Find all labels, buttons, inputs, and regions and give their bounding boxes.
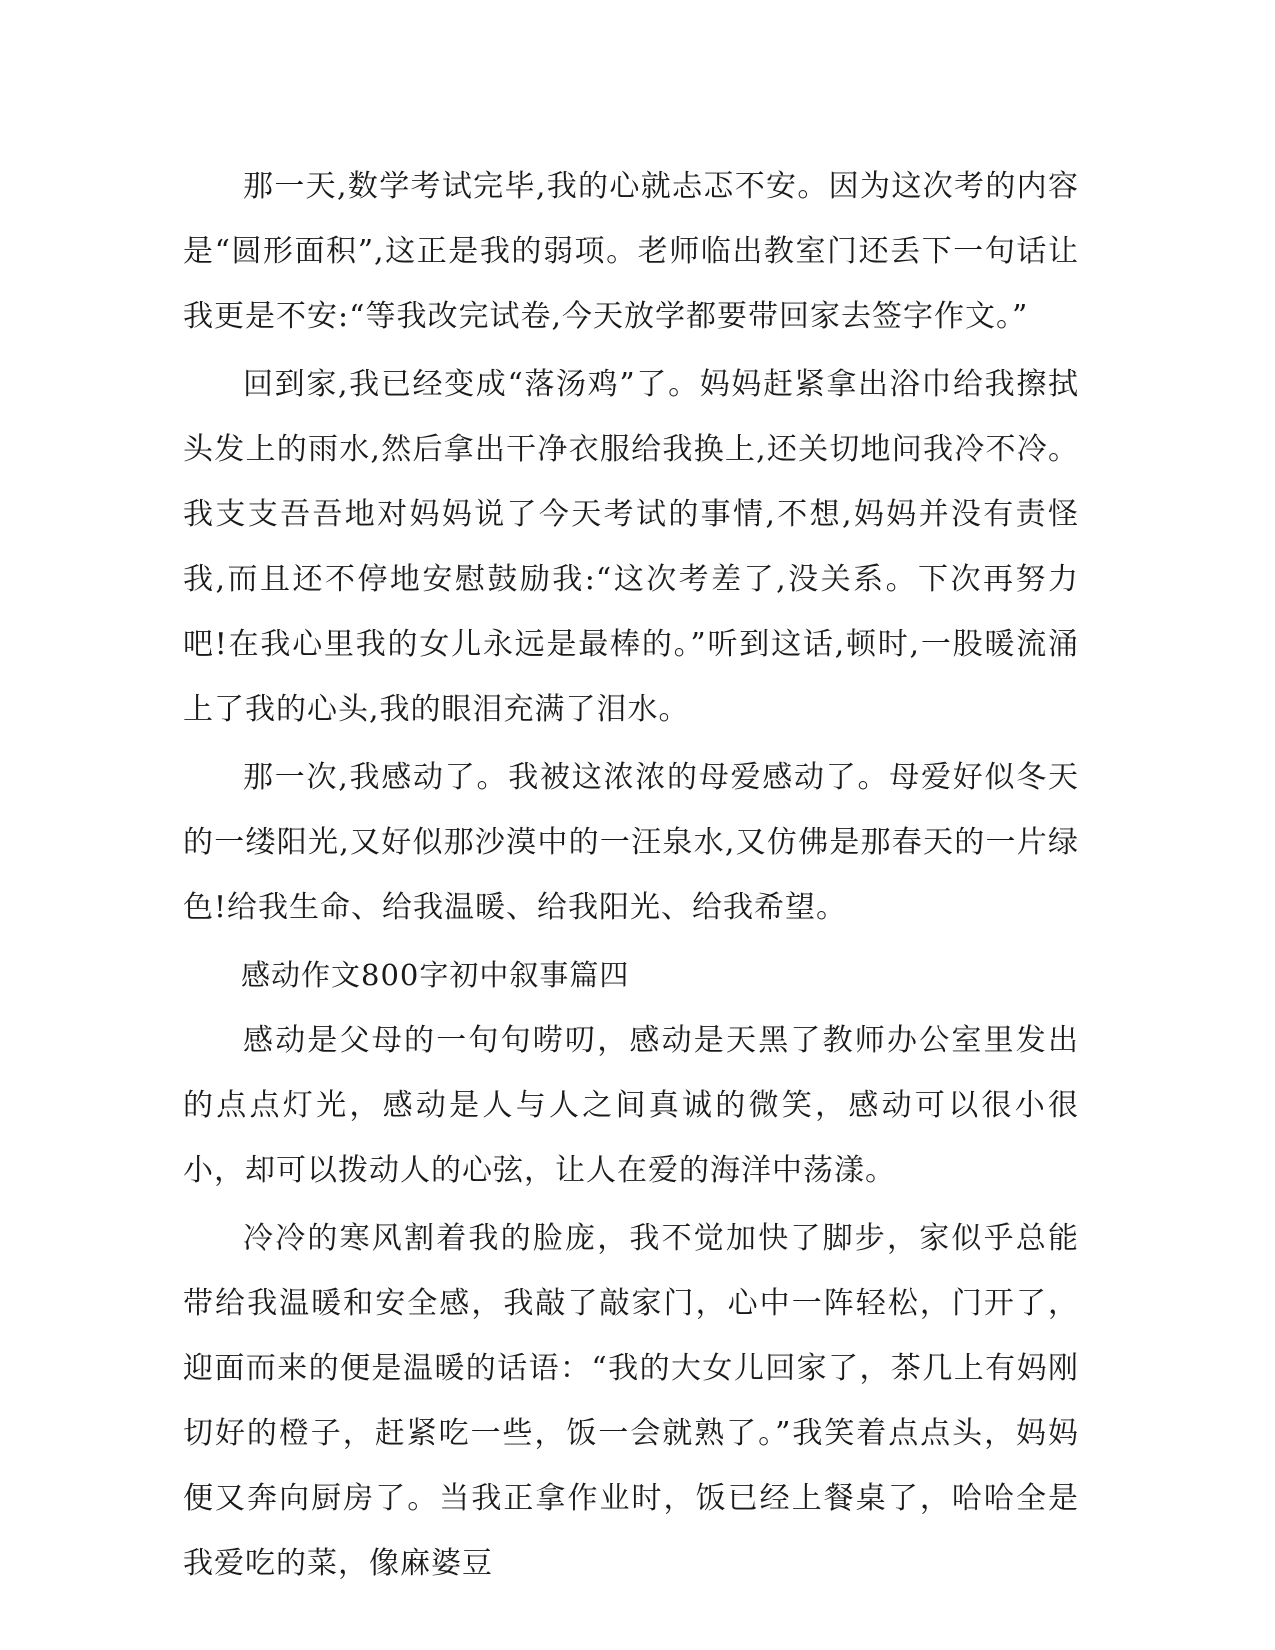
paragraph-exam-anxiety: 那一天,数学考试完毕,我的心就忐忑不安。因为这次考的内容是“圆形面积”,这正是我的弱项。老师临出教室门还丢下一句话让我更是不安:“等我改完试卷,今天放学都要带回家去签字作文。” xyxy=(183,169,1079,334)
document-page xyxy=(183,154,1079,1596)
section-heading: 感动作文800字初中叙事篇四 xyxy=(241,958,630,992)
paragraph-what-is-touching: 感动是父母的一句句唠叨，感动是天黑了教师办公室里发出的点点灯光，感动是人与人之间真诚的微笑，感动可以很小很小，却可以拨动人的心弦，让人在爱的海洋中荡漾。 xyxy=(183,1023,1079,1188)
paragraph-mother-comfort: 回到家,我已经变成“落汤鸡”了。妈妈赶紧拿出浴巾给我擦拭头发上的雨水,然后拿出干净衣服给我换上,还关切地问我冷不冷。我支支吾吾地对妈妈说了今天考试的事情,不想,妈妈并没有责怪我,而且还不停地安慰鼓励我:“这次考差了,没关系。下次再努力吧!在我心里我的女儿永远是最棒的。”听到这话,顿时,一股暖流涌上了我的心头,我的眼泪充满了泪水。 xyxy=(183,367,1079,727)
paragraph-coming-home: 冷冷的寒风割着我的脸庞，我不觉加快了脚步，家似乎总能带给我温暖和安全感，我敲了敲家门，心中一阵轻松，门开了，迎面而来的便是温暖的话语：“我的大女儿回家了，茶几上有妈刚切好的橙子，赶紧吃一些，饭一会就熟了。”我笑着点点头，妈妈便又奔向厨房了。当我正拿作业时，饭已经上餐桌了，哈哈全是我爱吃的菜，像麻婆豆 xyxy=(183,1221,1079,1581)
paragraph-touched-by-love: 那一次,我感动了。我被这浓浓的母爱感动了。母爱好似冬天的一缕阳光,又好似那沙漠中的一汪泉水,又仿佛是那春天的一片绿色!给我生命、给我温暖、给我阳光、给我希望。 xyxy=(183,760,1079,925)
